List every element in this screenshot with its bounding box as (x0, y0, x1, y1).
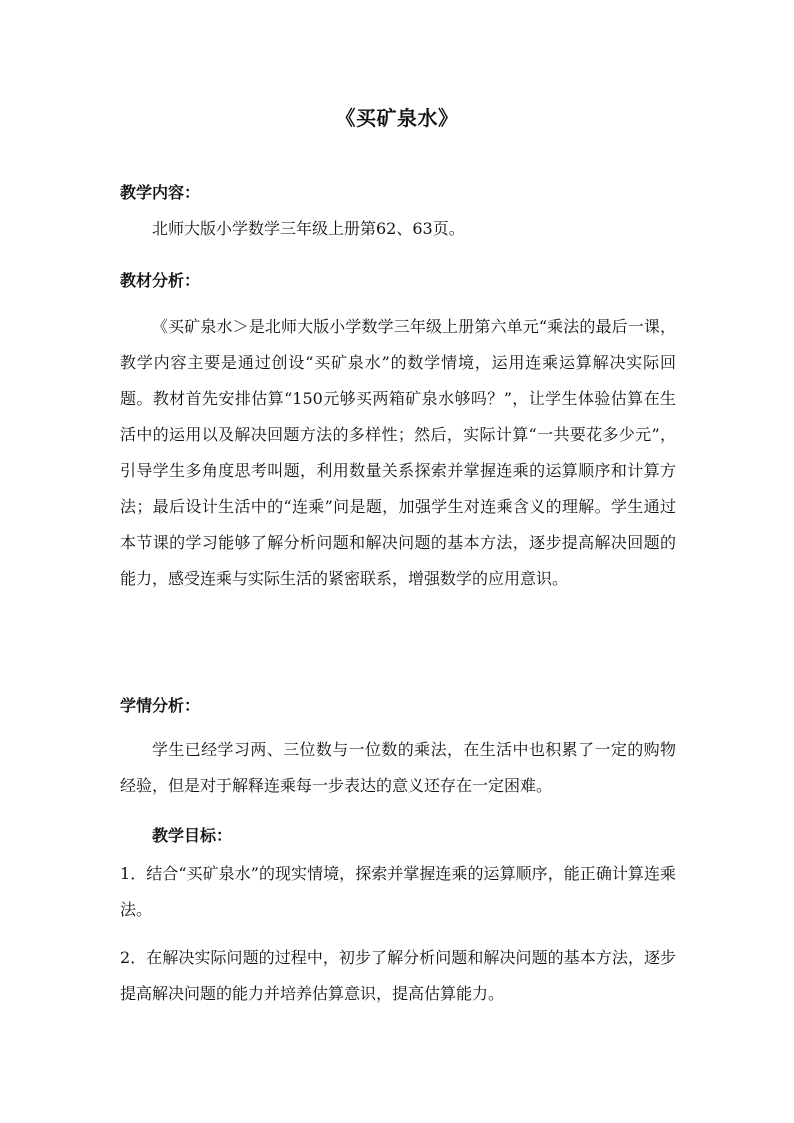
heading-textbook-analysis: 教材分析： (120, 271, 201, 290)
heading-teaching-content: 教学内容： (120, 183, 201, 202)
heading-student-analysis: 学情分析： (120, 696, 201, 715)
goal-item-1: 1．结合“买矿泉水”的现实情境，探索并掌握连乘的运算顺序，能正确计算连乘法。 (120, 864, 676, 919)
paragraph-student-analysis: 学生已经学习两、三位数与一位数的乘法，在生活中也积累了一定的购物经验，但是对于解释连乘每一步表达的意义还存在一定困难。 (120, 740, 676, 795)
document-title: 《买矿泉水》 (335, 106, 459, 130)
paragraph-textbook-analysis: 《买矿泉水＞是北师大版小学数学三年级上册第六单元“乘法的最后一课，教学内容主要是通过创设“买矿泉水”的数学情境，运用连乘运算解决实际回题。教材首先安排估算“150元够买两箱矿泉水够吗？”，让学生体验估算在生活中的运用以及解决回题方法的多样性；然后，实际计算“一共要花多少元”，引导学生多角度思考叫题，利用数量关系探索并掌握连乘的运算顺序和计算方法；最后设计生活中的“连乘”问是题，加强学生对连乘含义的理解。学生通过本节课的学习能够了解分析问题和解决问题的基本方法，逐步提高解决回题的能力，感受连乘与实际生活的紧密联系，增强数学的应用意识。 (120, 317, 676, 588)
paragraph-teaching-content: 北师大版小学数学三年级上册第62、63页。 (152, 219, 465, 238)
goal-item-2: 2．在解决实际问题的过程中，初步了解分析问题和解决问题的基本方法，逐步提高解决问题的能力并培养估算意识，提高估算能力。 (120, 948, 676, 1003)
heading-teaching-goals: 教学目标： (152, 826, 233, 845)
